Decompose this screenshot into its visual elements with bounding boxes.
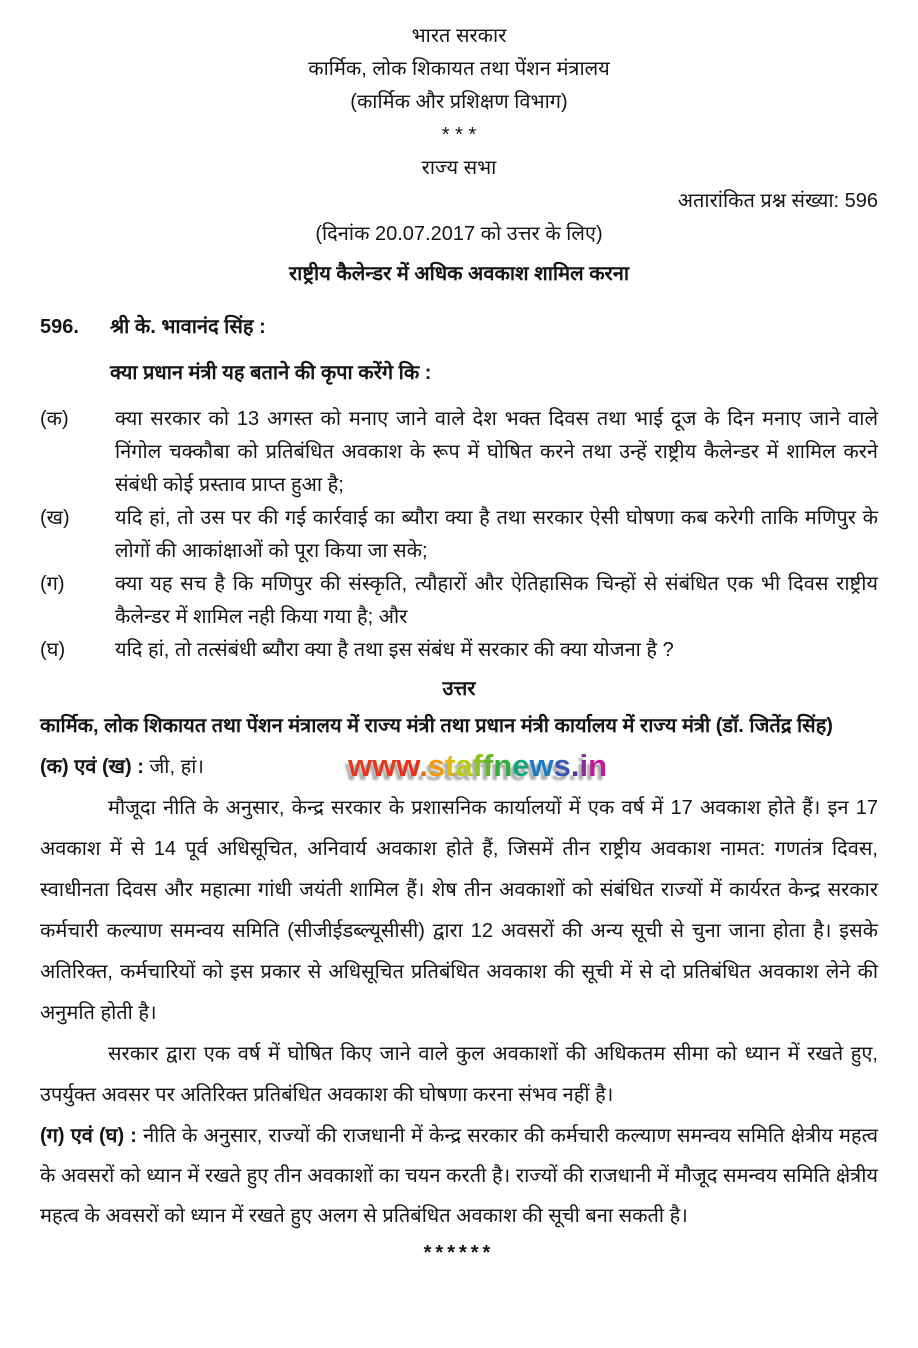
question-number-line: अतारांकित प्रश्न संख्या: 596 (677, 190, 878, 212)
item-text: यदि हां, तो उस पर की गई कार्रवाई का ब्यौरा क्या है तथा सरकार ऐसी घोषणा कब करेगी ताकि मणिपुर के लोगों की आकांक्षाओं को पूरा किया जा सके; (115, 507, 878, 562)
answer-part-ab (40, 747, 878, 788)
question-header (40, 311, 878, 344)
answer-part-gd-text: नीति के अनुसार, राज्यों की राजधानी में केन्द्र सरकार की कर्मचारी कल्याण समन्वय समिति क्षेत्रीय महत्व के अवसरों को ध्यान में रखते हुए तीन अवकाशों का चयन करती है। राज्यों की राजधानी में मौजूद समन्वय समिति क्षेत्रीय महत्व के अवसरों को ध्यान में रखते हुए अलग से प्रतिबंधित अवकाश की सूची बना सकती है। (40, 1125, 878, 1227)
answer-part-gd-label: (ग) एवं (घ) : (40, 1125, 137, 1147)
minister-designation: कार्मिक, लोक शिकायत तथा पेंशन मंत्रालय में राज्य मंत्री तथा प्रधान मंत्री कार्यालय में राज्य मंत्री (डॉ. जितेंद्र सिंह) (40, 715, 833, 737)
header-ministry: कार्मिक, लोक शिकायत तथा पेंशन मंत्रालय (308, 58, 610, 80)
answer-date-line: (दिनांक 20.07.2017 को उत्तर के लिए) (315, 223, 603, 245)
question-item-kha (40, 502, 878, 568)
question-items (40, 403, 878, 667)
subject-title: राष्ट्रीय कैलेन्डर में अधिक अवकाश शामिल करना (288, 263, 630, 285)
question-number: 596. (40, 316, 79, 338)
item-label: (घ) (40, 639, 66, 661)
staffnews-watermark: www.staffnews.in (348, 748, 608, 783)
answer-paragraph-limit: सरकार द्वारा एक वर्ष में घोषित किए जाने वाले कुल अवकाशों की अधिकतम सीमा को ध्यान में रखते हुए, उपर्युक्त अवसर पर अतिरिक्त प्रतिबंधित अवकाश की घोषणा करना संभव नहीं है। (40, 1043, 878, 1106)
header-government: भारत सरकार (411, 25, 507, 47)
item-text: यदि हां, तो तत्संबंधी ब्यौरा क्या है तथा इस संबंध में सरकार की क्या योजना है ? (115, 639, 674, 661)
header-house: राज्य सभा (421, 157, 497, 179)
item-text: क्या यह सच है कि मणिपुर की संस्कृति, त्यौहारों और ऐतिहासिक चिन्हों से संबंधित एक भी दिवस राष्ट्रीय कैलेन्डर में शामिल नही किया गया है; और (115, 573, 878, 628)
answer-paragraph-policy: मौजूदा नीति के अनुसार, केन्द्र सरकार के प्रशासनिक कार्यालयों में एक वर्ष में 17 अवकाश होते हैं। इन 17 अवकाश में से 14 पूर्व अधिसूचित, अनिवार्य अवकाश होते हैं, जिसमें तीन राष्ट्रीय अवकाश नामत: गणतंत्र दिवस, स्वाधीनता दिवस और महात्मा गांधी जयंती शामिल हैं। शेष तीन अवकाशों को संबंधित राज्यों में कार्यरत केन्द्र सरकार कर्मचारी कल्याण समन्वय समिति (सीजीईडब्ल्यूसीसी) द्वारा 12 अवसरों की अन्य सूची से चुना जाना होता है। इसके अतिरिक्त, कर्मचारियों को इस प्रकार से अधिसूचित प्रतिबंधित अवकाश की सूची में से दो प्रतिबंधित अवकाश लेने की अनुमति होती है। (40, 797, 878, 1024)
header-star-separator: * * * (441, 124, 477, 146)
end-of-document-stars: ****** (423, 1242, 495, 1264)
answer-part-gd (40, 1116, 878, 1236)
question-intro: क्या प्रधान मंत्री यह बताने की कृपा करेंगे कि : (110, 362, 432, 384)
question-item-ka (40, 403, 878, 502)
question-item-ga (40, 568, 878, 634)
question-asker: श्री के. भावानंद सिंह : (110, 316, 266, 338)
item-label: (क) (40, 408, 69, 430)
item-label: (ख) (40, 507, 70, 529)
header-department: (कार्मिक और प्रशिक्षण विभाग) (350, 91, 568, 113)
item-label: (ग) (40, 573, 65, 595)
question-item-gha (40, 634, 878, 667)
answer-heading: उत्तर (442, 678, 476, 700)
answer-part-ab-text: जी, हां। (149, 756, 204, 778)
item-text: क्या सरकार को 13 अगस्त को मनाए जाने वाले देश भक्त दिवस तथा भाई दूज के दिन मनाए जाने वाले निंगोल चक्कौबा को प्रतिबंधित अवकाश के रूप में घोषित करने तथा उन्हें राष्ट्रीय कैलेन्डर में शामिल करने संबंधी कोई प्रस्ताव प्राप्त हुआ है; (115, 408, 878, 496)
answer-part-ab-label: (क) एवं (ख) : (40, 756, 144, 778)
